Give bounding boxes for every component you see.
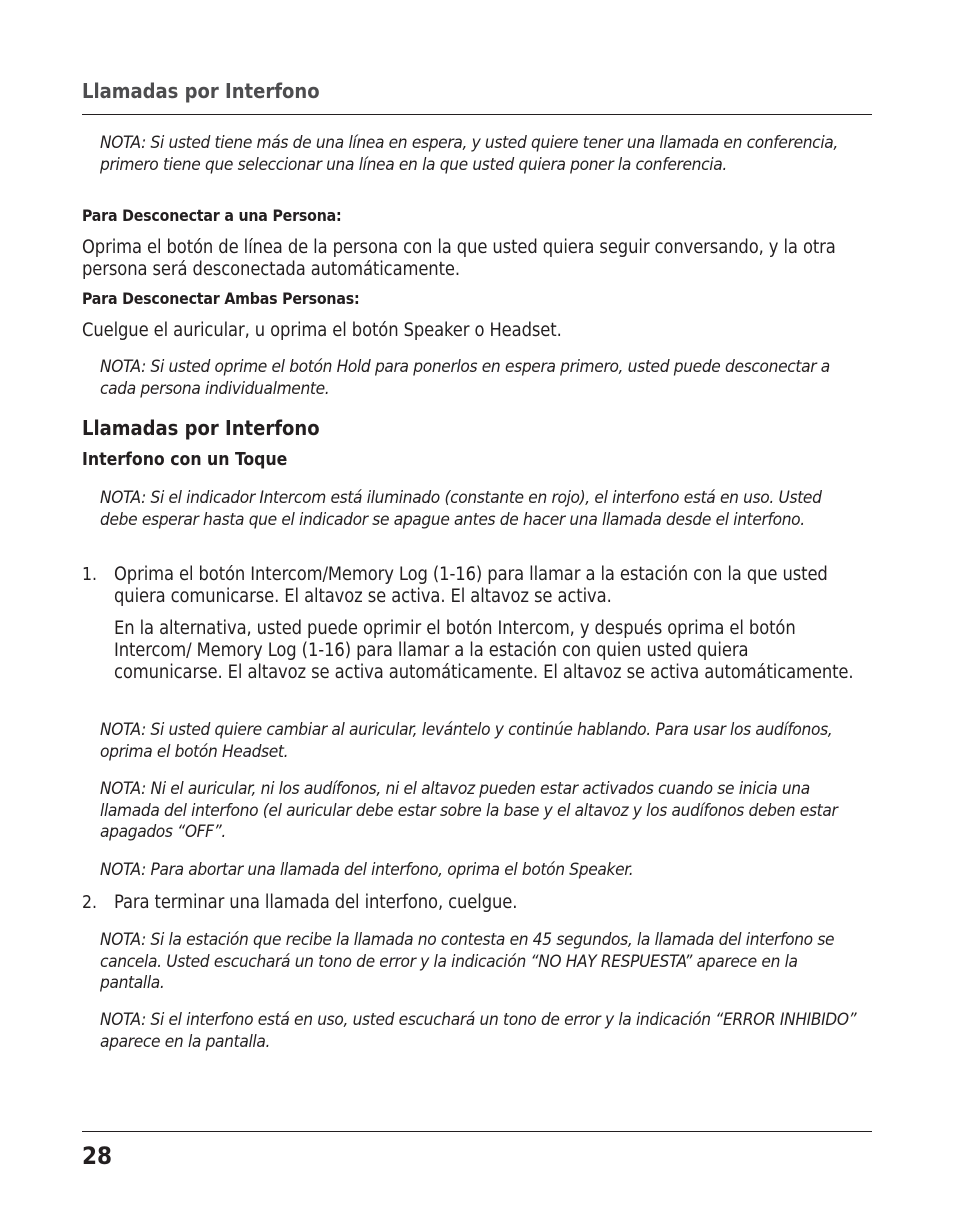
section-subtitle: Interfono con un Toque <box>82 450 288 470</box>
heading-disconnect-both: Para Desconectar Ambas Personas: <box>82 289 360 308</box>
heading-disconnect-one: Para Desconectar a una Persona: <box>82 206 342 225</box>
note-conference: NOTA: Si usted tiene más de una línea en espera, y usted quiere tener una llamada en conferencia, primero tiene que seleccionar una línea en la que usted quiera poner la conferencia. <box>100 133 838 175</box>
note-inhibited: NOTA: Si el interfono está en uso, usted escuchará un tono de error y la indicación “ERROR INHIBIDO” aparece en la pantalla. <box>100 1010 857 1052</box>
header-divider <box>82 114 872 115</box>
step-1-number: 1. <box>82 565 98 585</box>
step-1-alternative: En la alternativa, usted puede oprimir el botón Intercom, y después oprima el botón Intercom/ Memory Log (1-16) para llamar a la estación con quien usted quiera comunicarse. El altavoz se activa automáticamente. El altavoz se activa automáticamente. <box>114 618 854 683</box>
page-header-title: Llamadas por Interfono <box>82 79 320 103</box>
text-disconnect-both: Cuelgue el auricular, u oprima el botón Speaker o Headset. <box>82 320 562 341</box>
step-2-text: Para terminar una llamada del interfono, cuelgue. <box>114 892 518 913</box>
page-number: 28 <box>82 1142 113 1170</box>
note-hold: NOTA: Si usted oprime el botón Hold para ponerlos en espera primero, usted puede desconectar a cada persona individualmente. <box>100 357 830 399</box>
footer-divider <box>82 1131 872 1132</box>
note-no-answer: NOTA: Si la estación que recibe la llamada no contesta en 45 segundos, la llamada del interfono se cancela. Usted escuchará un tono de error y la indicación “NO HAY RESPUESTA” aparece en la pantalla. <box>100 930 835 993</box>
section-title: Llamadas por Interfono <box>82 416 320 440</box>
step-2-number: 2. <box>82 893 98 913</box>
note-active: NOTA: Ni el auricular, ni los audífonos, ni el altavoz pueden estar activados cuando se inicia una llamada del interfono (el auricular debe estar sobre la base y el altavoz y los audífonos deben estar apagados “OFF”. <box>100 779 838 842</box>
note-indicator: NOTA: Si el indicador Intercom está iluminado (constante en rojo), el interfono está en uso. Usted debe esperar hasta que el indicador se apague antes de hacer una llamada desde el interfono. <box>100 488 822 530</box>
step-1-text: Oprima el botón Intercom/Memory Log (1-16) para llamar a la estación con la que usted quiera comunicarse. El altavoz se activa. El altavoz se activa. <box>114 564 828 607</box>
note-handset: NOTA: Si usted quiere cambiar al auricular, levántelo y continúe hablando. Para usar los audífonos, oprima el botón Headset. <box>100 720 833 762</box>
note-abort: NOTA: Para abortar una llamada del interfono, oprima el botón Speaker. <box>100 860 634 880</box>
text-disconnect-one: Oprima el botón de línea de la persona con la que usted quiera seguir conversando, y la otra persona será desconectada automáticamente. <box>82 237 836 280</box>
